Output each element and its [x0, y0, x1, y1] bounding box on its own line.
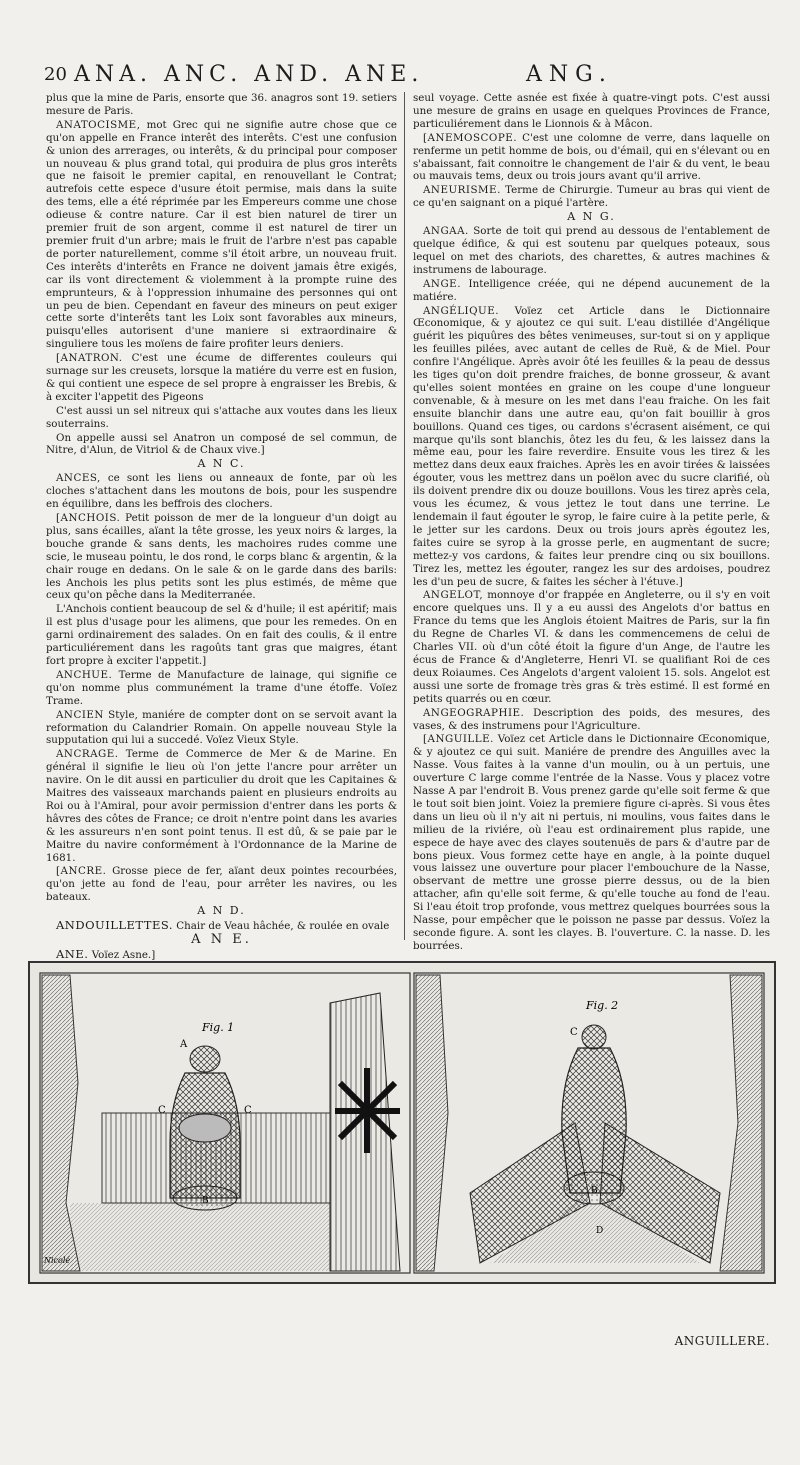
dictionary-entry	[46, 948, 397, 962]
column-rule	[404, 92, 405, 940]
dictionary-entry	[413, 733, 770, 952]
entry-headword: ANGEOGRAPHIE.	[423, 706, 525, 719]
nasse-top	[190, 1046, 220, 1072]
entry-text: L'Anchois contient beaucoup de sel & d'huile; il est apéritif; mais il est plus d'usage pour les alimens, que pour les remedes. On en garni ordinairement des salades. On en fait des coulis, & il entre particuliérement dans les ragoûts tant gras que maigres, étant fort propre à exciter l'appetit.]	[46, 603, 397, 667]
entry-text: Intelligence créée, qui ne dépend aucunement de la matiére.	[413, 277, 770, 303]
entry-headword: ANATOCISME,	[56, 118, 141, 131]
section-heading: A N D.	[197, 904, 246, 918]
dictionary-entry	[46, 919, 397, 933]
entry-headword: ANGELOT,	[423, 589, 484, 602]
section-heading: A N E.	[191, 932, 252, 947]
section-heading: A N G.	[567, 210, 616, 224]
fig1-letter-c1: C	[158, 1105, 166, 1116]
engraver-signature: Nicolé	[44, 1256, 71, 1265]
dictionary-entry	[46, 865, 397, 904]
entry-headword: [ANCRE.	[56, 865, 107, 878]
entry-text: Petit poisson de mer de la longueur d'un doigt au plus, sans écailles, aïant la tête grosse, les yeux noirs & larges, la bouche grande & sans dents, les machoires rudes comme une scie, le museau pointu, le dos rond, le corps blanc & argentin, & la chair rouge en dedans. On le sale & on le garde dans des barils: les Anchois les plus petits sont les plus estimés, de même que ceux qu'on pêche dans la Mediterranée.	[46, 512, 397, 602]
fig1-letter-b: B	[202, 1196, 209, 1206]
dictionary-entry	[46, 92, 397, 118]
entry-text: Chair de Veau hâchée, & roulée en ovale	[173, 920, 390, 933]
entry-headword: ANE.	[56, 946, 89, 961]
entry-text: Description des poids, des mesures, des vases, & des instrumens pour l'Agriculture.	[413, 706, 770, 732]
dictionary-entry	[46, 709, 397, 748]
entry-text: mot Grec qui ne signifie autre chose que ce qu'on appelle en France interêt des interêts. C'est une confusion & union des arrerages, ou interêts, & du principal pour composer un nouveau & plus grand total, qui produira de plus gros interêts que ne faisoit le premier capital, en renouvellant le Contrat; autrefois cette espece d'usure étoit permise, mais dans la suite des tems, elle a été réprimée par les Empereurs comme une chose odieuse & contre nature. Car il est bien naturel de tirer un premier fruit de son argent, comme il est naturel de tirer un premier fruit d'un arbre; mais le fruit de l'arbre n'est pas capable de porter naturellement, comme s'il étoit arbre, un nouveau fruit. Ces interêts d'interêts en France ne doivent jamais être exigés, car ils vont directement & violemment à la prompte ruine des emprunteurs, & à l'oppression inhumaine des personnes qui ont un peu de bien. Cependant en faveur des mineurs on peut exiger cette sorte d'interêts tant les Loix sont favorables aux mineurs, puisqu'elles autorisent d'une maniere si extraordinaire & singuliere tous les moïens de faire profiter leurs deniers.	[46, 118, 397, 351]
dictionary-entry	[413, 184, 770, 210]
dictionary-entry	[46, 748, 397, 864]
entry-headword: ANDOUILLETTES.	[56, 918, 173, 933]
entry-headword: ANGAA.	[423, 225, 469, 238]
section-heading: A N C.	[197, 457, 246, 471]
entry-headword: ANEURISME.	[423, 184, 501, 197]
dictionary-entry	[413, 589, 770, 705]
entry-text: plus que la mine de Paris, ensorte que 36. anagros sont 19. setiers mesure de Paris.	[46, 92, 397, 117]
entry-headword: ANCHUE.	[56, 668, 113, 681]
dictionary-entry	[46, 119, 397, 351]
entry-headword: ANCES,	[56, 472, 101, 485]
entry-text: C'est une colomne de verre, dans laquelle on renferme un petit homme de bois, ou d'émail, qui en s'élevant ou en s'abaissant, fait connoitre le changement de l'air & du vent, le beau ou mauvais tems, deux ou trois jours avant qu'il arrive.	[413, 131, 770, 183]
engraving-illustration	[30, 963, 774, 1282]
entry-headword: [ANATRON.	[56, 352, 123, 365]
dictionary-entry	[413, 225, 770, 277]
entry-text: Terme de Manufacture de lainage, qui signifie ce qu'on nomme plus communément la trame d'une étoffe. Voïez Trame.	[46, 668, 397, 707]
fig2-letter-b: B	[591, 1186, 598, 1196]
entry-headword: ANGÉLIQUE.	[423, 304, 500, 317]
dictionary-entry	[46, 603, 397, 668]
entry-text: Grosse piece de fer, aïant deux pointes recourbées, qu'on jette au fond de l'eau, pour arrêter les navires, ou les bateaux.	[46, 865, 397, 904]
fig1-label: Fig. 1	[202, 1021, 235, 1034]
left-running-title: ANA. ANC. AND. ANE.	[74, 62, 424, 87]
entry-text: seul voyage. Cette asnée est fixée à quatre-vingt pots. C'est aussi une mesure de grains en usage en quelques Provinces de France, particuliérement dans le Lionnois & à Mâcon.	[413, 92, 770, 130]
catchword: ANGUILLERE.	[674, 1334, 770, 1348]
entry-text: Voïez cet Article dans le Dictionnaire Œconomique, & y ajoutez ce qui suit. Maniére de prendre des Anguilles avec la Nasse. Vous faites à la vanne d'un moulin, ou à un pertuis, une ouverture C large comme l'entrée de la Nasse. Vous y placez votre Nasse A par l'endroit B. Vous prenez garde qu'elle soit ferme & que le tout soit bien joint. Voiez la premiere figure ci-après. Si vous êtes dans un lieu où il n'y ait ni pertuis, ni moulins, vous faites dans le milieu de la riviére, où l'eau est ordinairement plus rapide, une espece de haye avec des clayes soutenuës de pars & d'autre par de bons pieux. Vous formez cette haye en angle, à la pointe duquel vous laissez une ouverture pour placer l'embouchure de la Nasse, observant de mettre une grosse pierre dessus, ou de la bien attacher, afin qu'elle soit ferme, & qu'elle touche au fond de l'eau. Si l'eau étoit trop profonde, vous mettrez quelques bourrées sous la Nasse, pour empêcher que le poisson ne passe par dessus. Voïez la seconde figure. A. sont les clayes. B. l'ouverture. C. la nasse. D. les bourrées.	[413, 733, 770, 952]
entry-text: Style, maniére de compter dont on se servoit avant la reformation du Calandrier Romain. On appelle nouveau Style la supputation qui lui a succedé. Voïez Vieux Style.	[46, 708, 397, 747]
fig2-label: Fig. 2	[586, 999, 619, 1012]
dictionary-entry	[413, 278, 770, 304]
entry-headword: [ANEMOSCOPE.	[423, 131, 518, 144]
right-running-title: ANG.	[526, 62, 613, 87]
entry-headword: ANCRAGE.	[56, 748, 119, 761]
entry-text: Terme de Commerce de Mer & de Marine. En général il signifie le lieu où l'on jette l'ancre pour arrêter un navire. On le dit aussi en particulier du droit que les Capitaines & Maitres des vaisseaux marchands paient en plusieurs endroits au Roi ou à l'Amiral, pour avoir permission d'entrer dans les ports & hâvres des côtes de France; ce droit n'entre point dans les avaries & les assureurs n'en sont point tenus. Il est dû, & se paie par le Maitre du navire conformément à l'Ordonnance de la Marine de 1681.	[46, 748, 397, 864]
dictionary-entry	[46, 352, 397, 404]
left-column	[46, 92, 397, 961]
dictionary-entry	[46, 512, 397, 602]
right-column	[413, 92, 770, 952]
fig1-letter-a: A	[180, 1039, 188, 1050]
entry-text: Voïez Asne.]	[88, 948, 156, 961]
nasse-trap-2	[562, 1048, 626, 1193]
entry-headword: ANGE.	[423, 277, 461, 290]
engraving-plate	[28, 961, 776, 1284]
water-surface	[70, 1203, 330, 1271]
entry-headword: [ANCHOIS.	[56, 512, 121, 524]
fig1-letter-c2: C	[244, 1105, 252, 1116]
dictionary-entry	[46, 669, 397, 708]
dictionary-entry	[46, 405, 397, 431]
dictionary-entry	[46, 472, 397, 511]
entry-text: Sorte de toit qui prend au dessous de l'entablement de quelque édifice, & qui est soutenu par quelques poteaux, sous lequel on met des chariots, des charettes, & autres machines & instrumens de labourage.	[413, 225, 770, 276]
dictionary-entry	[46, 432, 397, 458]
running-header	[0, 62, 800, 88]
entry-headword: ANCIEN	[56, 708, 104, 721]
dictionary-entry	[413, 92, 770, 131]
entry-text: monnoye d'or frappée en Angleterre, ou il s'y en voit encore quelques uns. Il y a eu aussi des Angelots d'or battus en France du tems que les Anglois étoient Maitres de Paris, sur la fin du Regne de Charles VI. & dans les commencemens de celui de Charles VII. où d'un côté étoit la figure d'un Ange, de l'autre les écus de France & d'Angleterre, Henri VI. se qualifiant Roi de ces deux Roiaumes. Ces Angelots d'argent valoient 15. sols. Angelot est aussi une sorte de fromage très gras & très estimé. Il est formé en petits quarrés ou en cœur.	[413, 589, 770, 705]
entry-text: Voïez cet Article dans le Dictionnaire Œconomique, & y ajoutez ce qui suit. L'eau distillée d'Angélique guérit les piquûres des bêtes venimeuses, sur-tout si on y applique les feuilles pilées, avec autant de celles de Ruë, & de Miel. Pour confire l'Angélique. Après avoir ôté les feuilles & la peau de dessus les tiges qu'on doit prendre fraiches, de bonne grosseur, & avant qu'elles soient montées en graine on les coupe d'une longueur convenable, & à mesure on les met dans l'eau fraiche. On les fait ensuite blanchir dans une autre eau, qu'on fait bouillir à gros bouillons. Quand ces tiges, ou cardons s'écrasent aisément, ce qui marque qu'ils sont blanchis, ôtez les du feu, & les laissez dans la même eau, pour les faire reverdire. Ensuite vous les tirez & les mettez dans deux eaux fraiches. Après les en avoir tirées & laissées égouter, vous les mettrez dans un poëlon avec du sucre clarifié, où ils doivent prendre dix ou douze bouillons. Vous les tirez après cela, vous les écumez, & vous jettez le tout dans une terrine. Le lendemain il faut égouter le syrop, le faire cuire à la petite perle, & le jetter sur les cardons. Deux ou trois jours après égoutez les, faites cuire se syrop à la grosse perle, en augmentant de sucre; mettez-y vos cardons, & faites leur prendre cinq ou six bouillons. Tirez les, mettez les égouter, rangez les sur des ardoises, poudrez les d'un peu de sucre, & faites les sécher à l'étuve.]	[413, 304, 770, 588]
entry-headword: [ANGUILLE.	[423, 733, 494, 746]
entry-text: Terme de Chirurgie. Tumeur au bras qui vient de ce qu'en saignant on a piqué l'artère.	[413, 184, 770, 210]
entry-text: C'est aussi un sel nitreux qui s'attache aux voutes dans les lieux souterrains.	[46, 404, 397, 430]
dictionary-entry	[413, 132, 770, 184]
dictionary-entry	[413, 707, 770, 733]
page-number: 20	[44, 64, 67, 85]
entry-text: C'est une écume de differentes couleurs qui surnage sur les creusets, lorsque la matiére du verre est en fusion, & qui contient une espece de sel propre à engraisser les Brebis, & à exciter l'appetit des Pigeons	[46, 352, 397, 403]
fig2-letter-c: C	[570, 1027, 578, 1038]
entry-text: On appelle aussi sel Anatron un composé de sel commun, de Nitre, d'Alun, de Vitriol & de Chaux vive.]	[46, 431, 397, 457]
eel-bundle	[179, 1114, 231, 1142]
fig2-letter-d: D	[596, 1226, 604, 1236]
nasse-top-2	[582, 1025, 606, 1049]
dictionary-entry	[413, 305, 770, 589]
entry-text: ce sont les liens ou anneaux de fonte, par où les cloches s'attachent dans les moutons de bois, pour les suspendre en équilibre, dans les beffrois des clochers.	[46, 472, 397, 511]
